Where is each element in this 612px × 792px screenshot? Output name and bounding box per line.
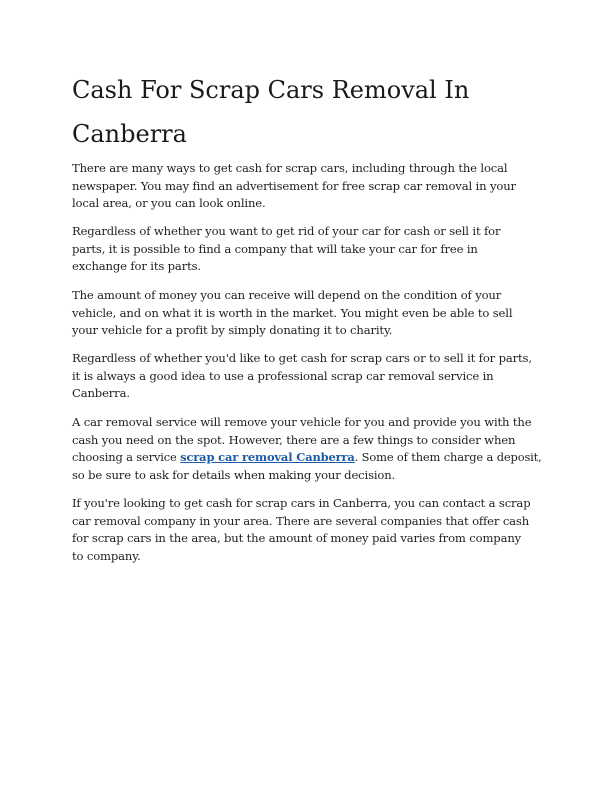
text-line: cash you need on the spot. However, there are a few things to consider when [72,432,516,447]
text-line: to company. [72,548,141,563]
text-line: A car removal service will remove your vehicle for you and provide you with the [72,415,532,429]
text-line: newspaper. You may find an advertisement for free scrap car removal in your [72,178,516,193]
paragraph-1 [72,160,542,213]
text-line: There are many ways to get cash for scrap cars, including through the local [72,161,508,175]
text-line: Canberra. [72,386,130,401]
text-line: your vehicle for a profit by simply donating it to charity. [72,323,393,338]
text-line: parts, it is possible to find a company that will take your car for free in [72,241,478,256]
title-line: Cash For Scrap Cars Removal In [72,76,470,104]
text-line: so be sure to ask for details when making your decision. [72,467,396,482]
text-line: The amount of money you can receive will depend on the condition of your [72,288,502,302]
text-line: car removal company in your area. There are several companies that offer cash [72,513,530,528]
text: choosing a service [72,450,181,465]
text-line: Regardless of whether you'd like to get cash for scrap cars or to sell it for parts, [72,351,532,365]
page-title [72,68,469,156]
title-line: Canberra [72,120,187,148]
text-line-with-link [72,449,542,467]
text-line: If you're looking to get cash for scrap cars in Canberra, you can contact a scrap [72,496,531,510]
paragraph-3 [72,287,542,340]
paragraph-5 [72,414,542,484]
text-line: it is always a good idea to use a professional scrap car removal service in [72,368,494,383]
text-line: local area, or you can look online. [72,196,266,211]
text-line: exchange for its parts. [72,259,201,274]
text-line: vehicle, and on what it is worth in the market. You might even be able to sell [72,305,513,320]
paragraph-6 [72,495,542,565]
text-line: for scrap cars in the area, but the amount of money paid varies from company [72,531,522,546]
text: . Some of them charge a deposit, [354,450,542,465]
paragraph-4 [72,350,542,403]
paragraph-2 [72,223,542,276]
scrap-car-removal-link[interactable]: scrap car removal Canberra [180,450,355,465]
text-line: Regardless of whether you want to get rid of your car for cash or sell it for [72,224,501,238]
